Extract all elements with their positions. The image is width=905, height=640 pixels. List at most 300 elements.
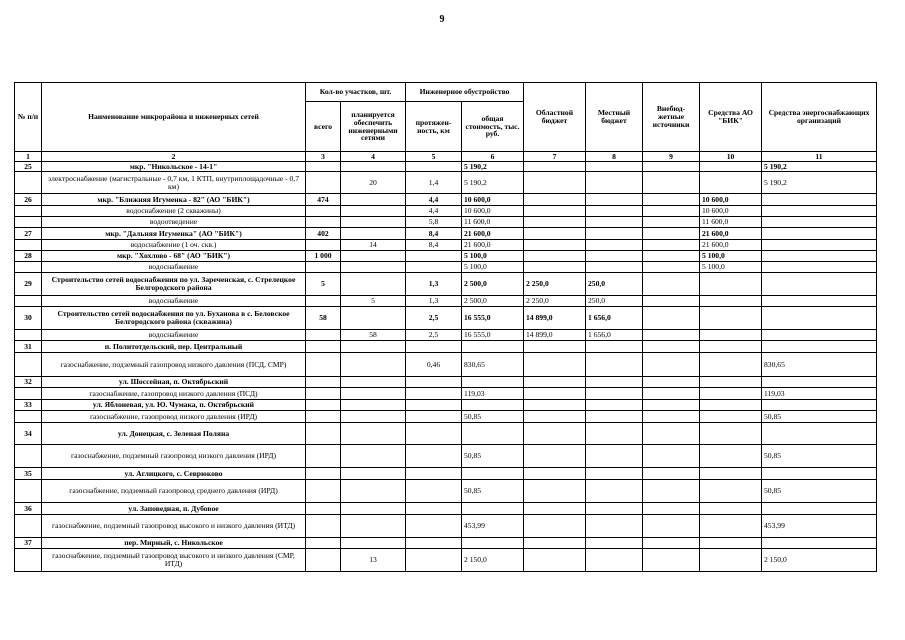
row-bik-cell bbox=[700, 503, 762, 515]
row-planned-cell bbox=[341, 388, 406, 400]
table-row-section bbox=[15, 273, 877, 296]
row-length-cell bbox=[406, 423, 462, 445]
header-plots-group: Кол-во участков, шт. bbox=[306, 83, 406, 102]
table-row-section bbox=[15, 423, 877, 445]
row-length-cell: 1,3 bbox=[406, 273, 462, 296]
row-name-cell: пер. Мирный, с. Никольское bbox=[42, 538, 306, 549]
row-bik-cell bbox=[700, 388, 762, 400]
row-cost-cell bbox=[462, 423, 524, 445]
row-energy-cell bbox=[762, 400, 877, 411]
row-length-cell: 2,5 bbox=[406, 330, 462, 341]
row-name-cell: электроснабжение (магистральные - 0,7 км, 1 КТП, внутриплощадочные - 0,7 км) bbox=[42, 172, 306, 194]
page-number: 9 bbox=[439, 14, 445, 25]
row-energy-cell bbox=[762, 217, 877, 228]
row-name-cell: водоотведение bbox=[42, 217, 306, 228]
row-bik-cell: 21 600,0 bbox=[700, 240, 762, 251]
row-regional-cell bbox=[524, 468, 586, 480]
row-length-cell bbox=[406, 503, 462, 515]
row-num-cell bbox=[15, 206, 42, 217]
row-num-cell: 34 bbox=[15, 423, 42, 445]
row-length-cell: 4,4 bbox=[406, 194, 462, 206]
row-local-cell bbox=[586, 468, 643, 480]
row-cost-cell: 50,85 bbox=[462, 445, 524, 468]
table-row-item bbox=[15, 353, 877, 377]
row-total-cell bbox=[306, 538, 341, 549]
row-regional-cell bbox=[524, 515, 586, 538]
row-regional-cell bbox=[524, 240, 586, 251]
row-regional-cell bbox=[524, 228, 586, 240]
row-local-cell bbox=[586, 445, 643, 468]
row-cost-cell: 5 100,0 bbox=[462, 251, 524, 262]
row-local-cell bbox=[586, 262, 643, 273]
row-bik-cell bbox=[700, 353, 762, 377]
row-bik-cell bbox=[700, 273, 762, 296]
row-cost-cell bbox=[462, 503, 524, 515]
row-length-cell bbox=[406, 411, 462, 423]
row-bik-cell bbox=[700, 330, 762, 341]
row-total-cell bbox=[306, 240, 341, 251]
row-offbudget-cell bbox=[643, 330, 700, 341]
row-name-cell: газоснабжение, подземный газопровод низкого давления (ИРД) bbox=[42, 445, 306, 468]
row-cost-cell: 119,03 bbox=[462, 388, 524, 400]
row-offbudget-cell bbox=[643, 400, 700, 411]
row-offbudget-cell bbox=[643, 388, 700, 400]
row-cost-cell: 21 600,0 bbox=[462, 240, 524, 251]
row-regional-cell bbox=[524, 400, 586, 411]
row-cost-cell: 5 100,0 bbox=[462, 262, 524, 273]
row-cost-cell: 21 600,0 bbox=[462, 228, 524, 240]
row-energy-cell: 453,99 bbox=[762, 515, 877, 538]
row-total-cell: 58 bbox=[306, 307, 341, 330]
row-offbudget-cell bbox=[643, 296, 700, 307]
row-energy-cell bbox=[762, 273, 877, 296]
row-length-cell bbox=[406, 262, 462, 273]
row-total-cell bbox=[306, 206, 341, 217]
row-num-cell: 25 bbox=[15, 162, 42, 172]
row-bik-cell bbox=[700, 162, 762, 172]
row-length-cell bbox=[406, 377, 462, 388]
row-num-cell bbox=[15, 262, 42, 273]
row-name-cell: газоснабжение, подземный газопровод высокого и низкого давления (ИТД) bbox=[42, 515, 306, 538]
row-bik-cell: 11 600,0 bbox=[700, 217, 762, 228]
row-regional-cell: 14 899,0 bbox=[524, 330, 586, 341]
row-name-cell: газоснабжение, газопровод низкого давления (ПСД) bbox=[42, 388, 306, 400]
row-bik-cell: 10 600,0 bbox=[700, 194, 762, 206]
row-energy-cell: 5 190,2 bbox=[762, 162, 877, 172]
row-energy-cell bbox=[762, 296, 877, 307]
column-number-row bbox=[15, 152, 877, 162]
row-offbudget-cell bbox=[643, 217, 700, 228]
row-total-cell: 474 bbox=[306, 194, 341, 206]
row-bik-cell: 5 100,0 bbox=[700, 262, 762, 273]
table-row-section bbox=[15, 251, 877, 262]
row-length-cell bbox=[406, 480, 462, 503]
row-bik-cell bbox=[700, 480, 762, 503]
row-num-cell: 26 bbox=[15, 194, 42, 206]
row-local-cell bbox=[586, 503, 643, 515]
row-energy-cell: 119,03 bbox=[762, 388, 877, 400]
row-regional-cell bbox=[524, 549, 586, 572]
row-total-cell bbox=[306, 377, 341, 388]
row-regional-cell bbox=[524, 445, 586, 468]
row-offbudget-cell bbox=[643, 194, 700, 206]
row-offbudget-cell bbox=[643, 411, 700, 423]
row-name-cell: ул. Шоссейная, п. Октябрьский bbox=[42, 377, 306, 388]
row-num-cell bbox=[15, 388, 42, 400]
row-regional-cell bbox=[524, 206, 586, 217]
row-num-cell bbox=[15, 353, 42, 377]
row-name-cell: мкр. "Никольское - 14-1" bbox=[42, 162, 306, 172]
row-regional-cell bbox=[524, 538, 586, 549]
row-name-cell: ул. Аглицкого, с. Севрюково bbox=[42, 468, 306, 480]
row-local-cell bbox=[586, 388, 643, 400]
row-bik-cell bbox=[700, 400, 762, 411]
row-local-cell bbox=[586, 206, 643, 217]
row-cost-cell: 16 555,0 bbox=[462, 330, 524, 341]
table-row-section bbox=[15, 468, 877, 480]
row-cost-cell: 5 190,2 bbox=[462, 162, 524, 172]
row-num-cell bbox=[15, 217, 42, 228]
row-num-cell: 29 bbox=[15, 273, 42, 296]
row-cost-cell bbox=[462, 400, 524, 411]
col-number: 6 bbox=[462, 152, 524, 162]
table-row-item bbox=[15, 515, 877, 538]
row-planned-cell bbox=[341, 262, 406, 273]
row-offbudget-cell bbox=[643, 273, 700, 296]
row-local-cell bbox=[586, 423, 643, 445]
row-bik-cell bbox=[700, 538, 762, 549]
row-bik-cell: 10 600,0 bbox=[700, 206, 762, 217]
col-number: 10 bbox=[700, 152, 762, 162]
row-regional-cell bbox=[524, 217, 586, 228]
header-local: Местный бюджет bbox=[586, 83, 643, 152]
row-cost-cell: 453,99 bbox=[462, 515, 524, 538]
row-planned-cell bbox=[341, 538, 406, 549]
row-energy-cell bbox=[762, 377, 877, 388]
table-row-item bbox=[15, 445, 877, 468]
row-cost-cell: 2 150,0 bbox=[462, 549, 524, 572]
row-length-cell bbox=[406, 549, 462, 572]
row-cost-cell: 830,65 bbox=[462, 353, 524, 377]
row-planned-cell bbox=[341, 411, 406, 423]
row-length-cell: 1,3 bbox=[406, 296, 462, 307]
row-local-cell bbox=[586, 172, 643, 194]
row-cost-cell bbox=[462, 341, 524, 353]
row-energy-cell: 2 150,0 bbox=[762, 549, 877, 572]
row-energy-cell bbox=[762, 330, 877, 341]
table-row-item bbox=[15, 172, 877, 194]
row-energy-cell bbox=[762, 240, 877, 251]
row-planned-cell: 14 bbox=[341, 240, 406, 251]
row-local-cell: 250,0 bbox=[586, 296, 643, 307]
row-cost-cell: 11 600,0 bbox=[462, 217, 524, 228]
row-name-cell: мкр. "Ближняя Игуменка - 82" (АО "БИК") bbox=[42, 194, 306, 206]
table-row-item bbox=[15, 262, 877, 273]
row-num-cell bbox=[15, 240, 42, 251]
header-energy: Средства энергоснабжающих организаций bbox=[762, 83, 877, 152]
row-bik-cell bbox=[700, 445, 762, 468]
row-length-cell: 8,4 bbox=[406, 240, 462, 251]
row-length-cell bbox=[406, 388, 462, 400]
table-row-item bbox=[15, 549, 877, 572]
col-number: 9 bbox=[643, 152, 700, 162]
row-local-cell bbox=[586, 411, 643, 423]
row-planned-cell bbox=[341, 228, 406, 240]
row-offbudget-cell bbox=[643, 162, 700, 172]
row-length-cell bbox=[406, 468, 462, 480]
row-energy-cell bbox=[762, 194, 877, 206]
row-num-cell bbox=[15, 296, 42, 307]
row-num-cell: 32 bbox=[15, 377, 42, 388]
row-regional-cell bbox=[524, 172, 586, 194]
row-planned-cell: 20 bbox=[341, 172, 406, 194]
row-local-cell bbox=[586, 400, 643, 411]
row-offbudget-cell bbox=[643, 480, 700, 503]
row-cost-cell: 5 190,2 bbox=[462, 172, 524, 194]
header-regional: Областной бюджет bbox=[524, 83, 586, 152]
row-bik-cell bbox=[700, 296, 762, 307]
row-planned-cell bbox=[341, 162, 406, 172]
table-row-section bbox=[15, 503, 877, 515]
row-num-cell: 33 bbox=[15, 400, 42, 411]
row-name-cell: мкр. "Хохлово - 68" (АО "БИК") bbox=[42, 251, 306, 262]
row-regional-cell bbox=[524, 377, 586, 388]
row-name-cell: газоснабжение, подземный газопровод высокого и низкого давления (СМР, ИТД) bbox=[42, 549, 306, 572]
row-offbudget-cell bbox=[643, 341, 700, 353]
row-planned-cell bbox=[341, 400, 406, 411]
row-total-cell bbox=[306, 515, 341, 538]
row-name-cell: водоснабжение bbox=[42, 262, 306, 273]
row-planned-cell bbox=[341, 515, 406, 538]
table-row-section bbox=[15, 194, 877, 206]
header-planned: планируется обеспечить инженерными сетями bbox=[341, 102, 406, 152]
row-bik-cell bbox=[700, 377, 762, 388]
row-total-cell bbox=[306, 172, 341, 194]
row-offbudget-cell bbox=[643, 538, 700, 549]
row-num-cell: 35 bbox=[15, 468, 42, 480]
row-total-cell bbox=[306, 445, 341, 468]
row-total-cell: 1 000 bbox=[306, 251, 341, 262]
infrastructure-table bbox=[14, 82, 877, 572]
row-num-cell bbox=[15, 445, 42, 468]
row-local-cell bbox=[586, 377, 643, 388]
row-name-cell: водоснабжение (2 скважины) bbox=[42, 206, 306, 217]
col-number: 2 bbox=[42, 152, 306, 162]
row-offbudget-cell bbox=[643, 206, 700, 217]
row-offbudget-cell bbox=[643, 240, 700, 251]
row-regional-cell bbox=[524, 194, 586, 206]
row-regional-cell bbox=[524, 411, 586, 423]
row-local-cell: 1 656,0 bbox=[586, 330, 643, 341]
row-regional-cell bbox=[524, 162, 586, 172]
row-length-cell bbox=[406, 251, 462, 262]
row-planned-cell: 13 bbox=[341, 549, 406, 572]
row-energy-cell bbox=[762, 307, 877, 330]
row-energy-cell bbox=[762, 206, 877, 217]
row-regional-cell: 2 250,0 bbox=[524, 296, 586, 307]
row-total-cell bbox=[306, 353, 341, 377]
row-regional-cell bbox=[524, 341, 586, 353]
row-total-cell: 5 bbox=[306, 273, 341, 296]
row-num-cell bbox=[15, 411, 42, 423]
row-offbudget-cell bbox=[643, 549, 700, 572]
row-planned-cell bbox=[341, 217, 406, 228]
row-name-cell: водоснабжение (1 оч. скв.) bbox=[42, 240, 306, 251]
row-planned-cell bbox=[341, 480, 406, 503]
row-regional-cell bbox=[524, 423, 586, 445]
row-bik-cell bbox=[700, 172, 762, 194]
header-name: Наименование микрорайона и инженерных сетей bbox=[42, 83, 306, 152]
row-planned-cell bbox=[341, 445, 406, 468]
table-row-item bbox=[15, 240, 877, 251]
row-energy-cell: 830,65 bbox=[762, 353, 877, 377]
row-bik-cell: 21 600,0 bbox=[700, 228, 762, 240]
row-regional-cell bbox=[524, 480, 586, 503]
row-cost-cell bbox=[462, 377, 524, 388]
row-offbudget-cell bbox=[643, 423, 700, 445]
row-planned-cell bbox=[341, 423, 406, 445]
row-local-cell bbox=[586, 217, 643, 228]
row-total-cell bbox=[306, 468, 341, 480]
row-offbudget-cell bbox=[643, 307, 700, 330]
row-local-cell bbox=[586, 194, 643, 206]
row-length-cell bbox=[406, 162, 462, 172]
row-bik-cell: 5 100,0 bbox=[700, 251, 762, 262]
row-local-cell bbox=[586, 251, 643, 262]
row-cost-cell: 10 600,0 bbox=[462, 194, 524, 206]
table-row-item bbox=[15, 296, 877, 307]
row-name-cell: газоснабжение, подземный газопровод низкого давления (ПСД, СМР) bbox=[42, 353, 306, 377]
row-total-cell bbox=[306, 162, 341, 172]
row-length-cell bbox=[406, 515, 462, 538]
row-offbudget-cell bbox=[643, 515, 700, 538]
row-bik-cell bbox=[700, 411, 762, 423]
table-row-section bbox=[15, 400, 877, 411]
row-total-cell bbox=[306, 388, 341, 400]
row-name-cell: Строительство сетей водоснабжения по ул. Буханова в с. Беловское Белгородского района (скважина) bbox=[42, 307, 306, 330]
row-name-cell: водоснабжение bbox=[42, 296, 306, 307]
row-planned-cell bbox=[341, 377, 406, 388]
table-row-item bbox=[15, 330, 877, 341]
row-bik-cell bbox=[700, 341, 762, 353]
table-row-section bbox=[15, 377, 877, 388]
row-regional-cell bbox=[524, 503, 586, 515]
row-local-cell bbox=[586, 549, 643, 572]
col-number: 1 bbox=[15, 152, 42, 162]
row-local-cell bbox=[586, 162, 643, 172]
table-row-section bbox=[15, 538, 877, 549]
col-number: 11 bbox=[762, 152, 877, 162]
row-length-cell: 8,4 bbox=[406, 228, 462, 240]
row-num-cell bbox=[15, 480, 42, 503]
row-cost-cell: 10 600,0 bbox=[462, 206, 524, 217]
row-offbudget-cell bbox=[643, 468, 700, 480]
row-length-cell: 2,5 bbox=[406, 307, 462, 330]
row-total-cell: 402 bbox=[306, 228, 341, 240]
row-energy-cell: 5 190,2 bbox=[762, 172, 877, 194]
row-planned-cell bbox=[341, 341, 406, 353]
row-length-cell bbox=[406, 400, 462, 411]
row-cost-cell bbox=[462, 468, 524, 480]
row-energy-cell bbox=[762, 538, 877, 549]
row-offbudget-cell bbox=[643, 353, 700, 377]
row-total-cell bbox=[306, 480, 341, 503]
row-total-cell bbox=[306, 217, 341, 228]
row-energy-cell: 50,85 bbox=[762, 445, 877, 468]
row-offbudget-cell bbox=[643, 377, 700, 388]
row-energy-cell bbox=[762, 423, 877, 445]
row-planned-cell: 58 bbox=[341, 330, 406, 341]
row-num-cell: 30 bbox=[15, 307, 42, 330]
table-row-item bbox=[15, 480, 877, 503]
row-regional-cell: 14 899,0 bbox=[524, 307, 586, 330]
row-total-cell bbox=[306, 262, 341, 273]
row-total-cell bbox=[306, 503, 341, 515]
row-length-cell: 4,4 bbox=[406, 206, 462, 217]
header-infra-group: Инженерное обустройство bbox=[406, 83, 524, 102]
row-offbudget-cell bbox=[643, 503, 700, 515]
row-planned-cell: 5 bbox=[341, 296, 406, 307]
row-local-cell bbox=[586, 480, 643, 503]
row-total-cell bbox=[306, 423, 341, 445]
header-total: всего bbox=[306, 102, 341, 152]
row-offbudget-cell bbox=[643, 262, 700, 273]
row-num-cell bbox=[15, 330, 42, 341]
row-total-cell bbox=[306, 341, 341, 353]
row-cost-cell: 2 500,0 bbox=[462, 273, 524, 296]
table-row-section bbox=[15, 341, 877, 353]
row-planned-cell bbox=[341, 353, 406, 377]
row-total-cell bbox=[306, 330, 341, 341]
row-name-cell: газоснабжение, газопровод низкого давления (ИРД) bbox=[42, 411, 306, 423]
row-num-cell: 28 bbox=[15, 251, 42, 262]
row-offbudget-cell bbox=[643, 228, 700, 240]
row-offbudget-cell bbox=[643, 445, 700, 468]
row-planned-cell bbox=[341, 206, 406, 217]
row-length-cell: 1,4 bbox=[406, 172, 462, 194]
row-regional-cell bbox=[524, 353, 586, 377]
row-cost-cell bbox=[462, 538, 524, 549]
header-bik: Средства АО "БИК" bbox=[700, 83, 762, 152]
row-energy-cell bbox=[762, 262, 877, 273]
row-bik-cell bbox=[700, 468, 762, 480]
row-num-cell: 27 bbox=[15, 228, 42, 240]
row-cost-cell: 16 555,0 bbox=[462, 307, 524, 330]
row-bik-cell bbox=[700, 549, 762, 572]
table-row-item bbox=[15, 217, 877, 228]
row-length-cell bbox=[406, 538, 462, 549]
row-total-cell bbox=[306, 296, 341, 307]
row-length-cell: 5,8 bbox=[406, 217, 462, 228]
header-cost: общая стоимость, тыс. руб. bbox=[462, 102, 524, 152]
row-num-cell bbox=[15, 515, 42, 538]
row-local-cell: 1 656,0 bbox=[586, 307, 643, 330]
row-planned-cell bbox=[341, 307, 406, 330]
row-planned-cell bbox=[341, 273, 406, 296]
row-regional-cell bbox=[524, 388, 586, 400]
row-bik-cell bbox=[700, 307, 762, 330]
row-regional-cell bbox=[524, 251, 586, 262]
row-length-cell: 0,46 bbox=[406, 353, 462, 377]
row-local-cell bbox=[586, 341, 643, 353]
row-num-cell bbox=[15, 549, 42, 572]
table-row-item bbox=[15, 388, 877, 400]
row-length-cell bbox=[406, 445, 462, 468]
row-offbudget-cell bbox=[643, 172, 700, 194]
row-local-cell bbox=[586, 228, 643, 240]
row-local-cell bbox=[586, 240, 643, 251]
row-local-cell bbox=[586, 353, 643, 377]
